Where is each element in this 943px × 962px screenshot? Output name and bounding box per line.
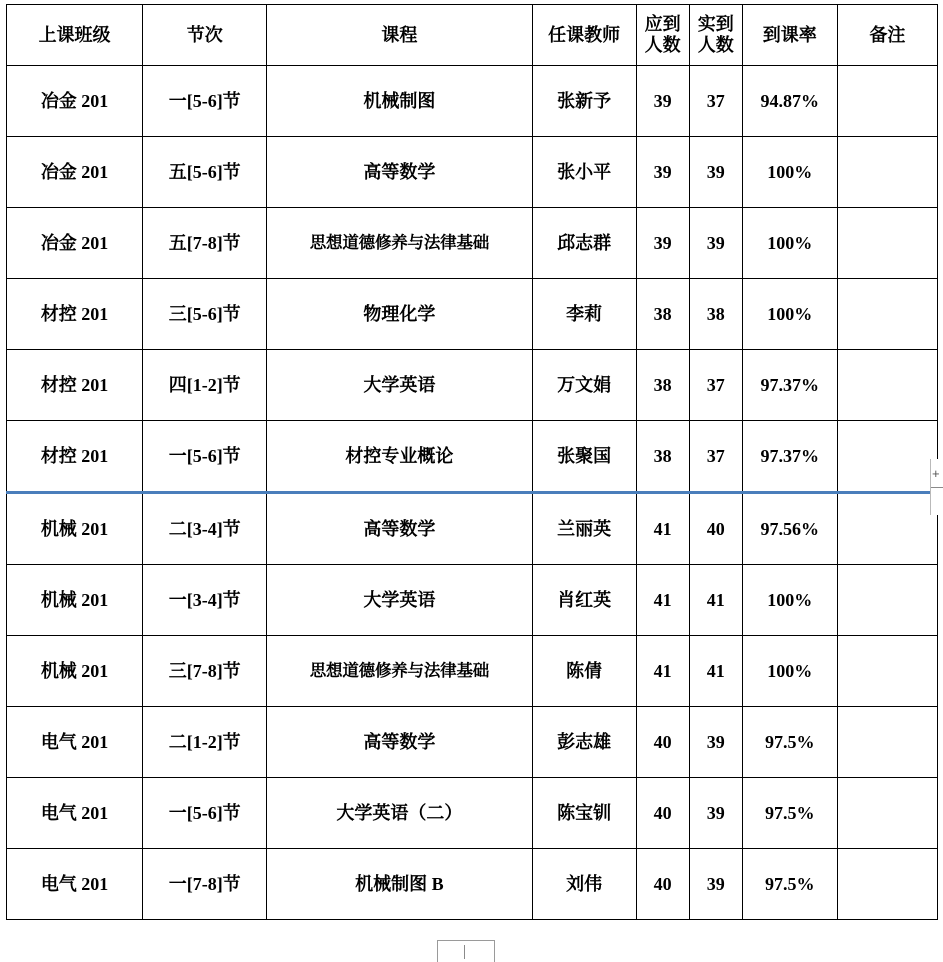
- cell-teacher[interactable]: 陈倩: [532, 636, 636, 707]
- cell-due[interactable]: 39: [636, 137, 689, 208]
- cell-course[interactable]: 材控专业概论: [267, 421, 532, 493]
- cell-actual[interactable]: 39: [689, 208, 742, 279]
- header-row: [7, 5, 938, 66]
- cell-period[interactable]: 一[5-6]节: [143, 778, 267, 849]
- table-body: [7, 66, 938, 920]
- cell-remark[interactable]: [837, 350, 937, 421]
- cell-teacher[interactable]: 张聚国: [532, 421, 636, 493]
- cell-course[interactable]: 高等数学: [267, 493, 532, 565]
- header-actual-line2: 人数: [697, 35, 734, 55]
- cell-class[interactable]: 电气 201: [7, 849, 143, 920]
- cell-due[interactable]: 38: [636, 279, 689, 350]
- cell-rate[interactable]: 100%: [742, 565, 837, 636]
- table-row[interactable]: [7, 137, 938, 208]
- table-row[interactable]: [7, 636, 938, 707]
- cell-course[interactable]: 大学英语（二）: [267, 778, 532, 849]
- cell-remark[interactable]: [837, 493, 937, 565]
- row-resize-marker[interactable]: [930, 459, 943, 515]
- cell-class[interactable]: 材控 201: [7, 421, 143, 493]
- cell-actual[interactable]: 41: [689, 636, 742, 707]
- table-row[interactable]: [7, 778, 938, 849]
- cell-teacher[interactable]: 李莉: [532, 279, 636, 350]
- cell-course[interactable]: 思想道德修养与法律基础: [267, 636, 532, 707]
- cell-due[interactable]: 40: [636, 849, 689, 920]
- header-course: 课程: [267, 5, 532, 66]
- header-due-count: [636, 5, 689, 66]
- cell-class[interactable]: 机械 201: [7, 565, 143, 636]
- cell-course[interactable]: 思想道德修养与法律基础: [267, 208, 532, 279]
- cell-remark[interactable]: [837, 208, 937, 279]
- cell-remark[interactable]: [837, 778, 937, 849]
- cell-period[interactable]: 一[7-8]节: [143, 849, 267, 920]
- cell-period[interactable]: 一[5-6]节: [143, 66, 267, 137]
- table-header: [7, 5, 938, 66]
- cell-period[interactable]: 一[3-4]节: [143, 565, 267, 636]
- cell-rate[interactable]: 100%: [742, 636, 837, 707]
- cell-course[interactable]: 物理化学: [267, 279, 532, 350]
- cell-actual[interactable]: 40: [689, 493, 742, 565]
- header-class: 上课班级: [7, 5, 143, 66]
- cell-actual[interactable]: 37: [689, 66, 742, 137]
- spreadsheet-page: [0, 4, 943, 962]
- cell-due[interactable]: 41: [636, 565, 689, 636]
- cell-rate[interactable]: 97.37%: [742, 421, 837, 493]
- cell-class[interactable]: 机械 201: [7, 636, 143, 707]
- header-teacher: 任课教师: [532, 5, 636, 66]
- cell-period[interactable]: 二[1-2]节: [143, 707, 267, 778]
- cell-course[interactable]: 高等数学: [267, 137, 532, 208]
- cell-remark[interactable]: [837, 66, 937, 137]
- cell-course[interactable]: 大学英语: [267, 565, 532, 636]
- cell-remark[interactable]: [837, 279, 937, 350]
- cell-actual[interactable]: 41: [689, 565, 742, 636]
- table-row[interactable]: [7, 421, 938, 493]
- cell-actual[interactable]: 38: [689, 279, 742, 350]
- cell-remark[interactable]: [837, 636, 937, 707]
- sheet-tab-stub[interactable]: [437, 940, 495, 962]
- header-rate: 到课率: [742, 5, 837, 66]
- cell-teacher[interactable]: 邱志群: [532, 208, 636, 279]
- plus-icon: +: [932, 466, 940, 481]
- cell-teacher[interactable]: 张新予: [532, 66, 636, 137]
- cell-due[interactable]: 39: [636, 208, 689, 279]
- attendance-table: [6, 4, 938, 920]
- header-actual-line1: 实到: [697, 14, 734, 35]
- cell-class[interactable]: 材控 201: [7, 350, 143, 421]
- cell-actual[interactable]: 39: [689, 849, 742, 920]
- table-row[interactable]: [7, 66, 938, 137]
- cell-teacher[interactable]: 彭志雄: [532, 707, 636, 778]
- cell-period[interactable]: 五[7-8]节: [143, 208, 267, 279]
- cell-actual[interactable]: 37: [689, 350, 742, 421]
- cell-rate[interactable]: 97.5%: [742, 707, 837, 778]
- cell-course[interactable]: 机械制图 B: [267, 849, 532, 920]
- cell-class[interactable]: 材控 201: [7, 279, 143, 350]
- cell-due[interactable]: 39: [636, 66, 689, 137]
- table-row[interactable]: [7, 208, 938, 279]
- cell-class[interactable]: 机械 201: [7, 493, 143, 565]
- cell-class[interactable]: 冶金 201: [7, 137, 143, 208]
- table-row[interactable]: [7, 493, 938, 565]
- table-row[interactable]: [7, 350, 938, 421]
- cell-due[interactable]: 40: [636, 778, 689, 849]
- cell-due[interactable]: 40: [636, 707, 689, 778]
- cell-remark[interactable]: [837, 849, 937, 920]
- cell-actual[interactable]: 39: [689, 137, 742, 208]
- header-due-line1: 应到: [644, 14, 681, 35]
- cell-class[interactable]: 冶金 201: [7, 208, 143, 279]
- cell-class[interactable]: 电气 201: [7, 778, 143, 849]
- cell-due[interactable]: 41: [636, 636, 689, 707]
- tab-tick-icon: [464, 945, 465, 959]
- table-row[interactable]: [7, 849, 938, 920]
- cell-rate[interactable]: 94.87%: [742, 66, 837, 137]
- cell-teacher[interactable]: 陈宝钏: [532, 778, 636, 849]
- cell-teacher[interactable]: 万文娟: [532, 350, 636, 421]
- cell-rate[interactable]: 97.5%: [742, 778, 837, 849]
- cell-course[interactable]: 大学英语: [267, 350, 532, 421]
- cell-actual[interactable]: 39: [689, 707, 742, 778]
- cell-due[interactable]: 41: [636, 493, 689, 565]
- cell-teacher[interactable]: 肖红英: [532, 565, 636, 636]
- cell-period[interactable]: 二[3-4]节: [143, 493, 267, 565]
- header-remark: 备注: [837, 5, 937, 66]
- cell-teacher[interactable]: 刘伟: [532, 849, 636, 920]
- cell-due[interactable]: 38: [636, 421, 689, 493]
- header-actual-count: [689, 5, 742, 66]
- cell-rate[interactable]: 97.56%: [742, 493, 837, 565]
- cell-remark[interactable]: [837, 707, 937, 778]
- cell-teacher[interactable]: 张小平: [532, 137, 636, 208]
- cell-rate[interactable]: 100%: [742, 208, 837, 279]
- cell-period[interactable]: 四[1-2]节: [143, 350, 267, 421]
- cell-remark[interactable]: [837, 421, 937, 493]
- cell-remark[interactable]: [837, 565, 937, 636]
- cell-period[interactable]: 五[5-6]节: [143, 137, 267, 208]
- table-row[interactable]: [7, 279, 938, 350]
- cell-rate[interactable]: 100%: [742, 279, 837, 350]
- cell-rate[interactable]: 100%: [742, 137, 837, 208]
- cell-rate[interactable]: 97.5%: [742, 849, 837, 920]
- cell-teacher[interactable]: 兰丽英: [532, 493, 636, 565]
- cell-period[interactable]: 一[5-6]节: [143, 421, 267, 493]
- cell-due[interactable]: 38: [636, 350, 689, 421]
- cell-period[interactable]: 三[5-6]节: [143, 279, 267, 350]
- cell-actual[interactable]: 39: [689, 778, 742, 849]
- header-period: 节次: [143, 5, 267, 66]
- cell-remark[interactable]: [837, 137, 937, 208]
- cell-period[interactable]: 三[7-8]节: [143, 636, 267, 707]
- cell-course[interactable]: 机械制图: [267, 66, 532, 137]
- cell-class[interactable]: 电气 201: [7, 707, 143, 778]
- table-row[interactable]: [7, 565, 938, 636]
- cell-class[interactable]: 冶金 201: [7, 66, 143, 137]
- cell-course[interactable]: 高等数学: [267, 707, 532, 778]
- cell-rate[interactable]: 97.37%: [742, 350, 837, 421]
- table-row[interactable]: [7, 707, 938, 778]
- header-due-line2: 人数: [644, 35, 681, 55]
- divider: [931, 487, 943, 488]
- cell-actual[interactable]: 37: [689, 421, 742, 493]
